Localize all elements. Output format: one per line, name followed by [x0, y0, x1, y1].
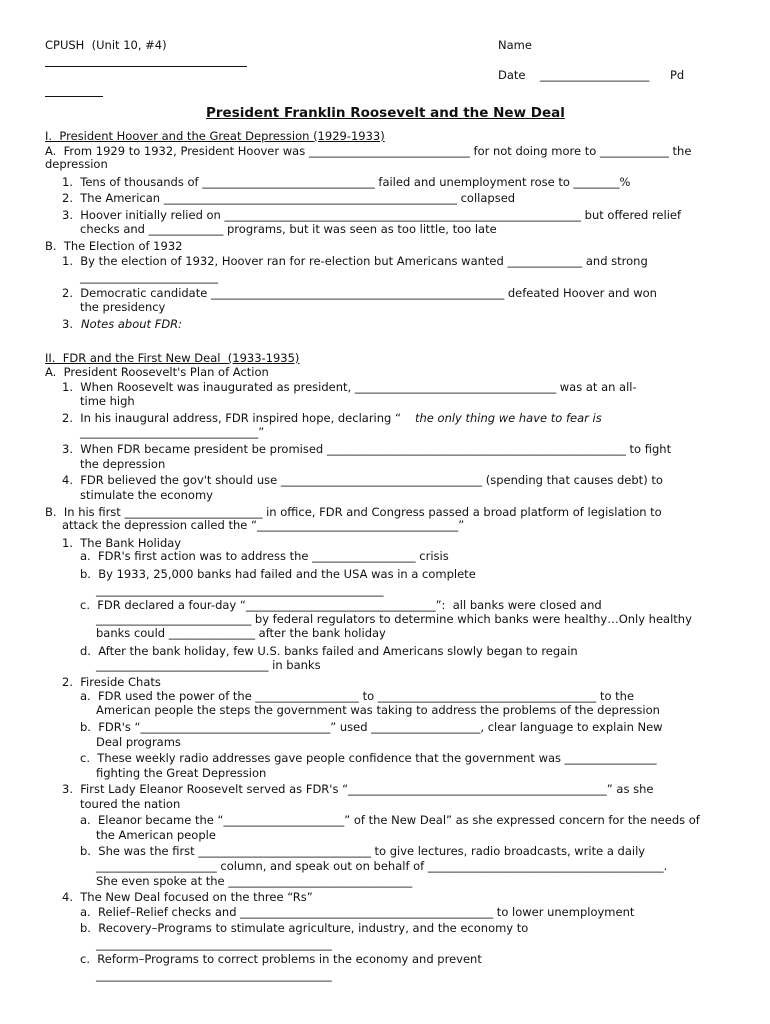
outline-line: toured the nation — [80, 797, 181, 811]
outline-line: the presidency — [80, 300, 166, 314]
outline-line-italic: Notes about FDR: — [81, 317, 183, 331]
outline-line: 2. The American ___________________________________________________ collapsed — [62, 191, 516, 205]
outline-line: banks could _______________ after the bank holiday — [96, 626, 386, 640]
outline-line: b. She was the first ______________________________ to give lectures, radio broadcasts, write a daily — [80, 844, 646, 858]
outline-line: B. In his first ________________________ in office, FDR and Congress passed a broad platform of legislation to — [45, 505, 662, 519]
course-label: CPUSH (Unit 10, #4) — [45, 38, 167, 52]
course-blank-line — [45, 66, 247, 67]
outline-line-italic: the only thing we have to fear is — [415, 411, 602, 425]
outline-line: c. FDR declared a four-day “_________________________________”: all banks were closed and — [80, 598, 602, 612]
outline-line: ______________________________ in banks — [96, 658, 321, 672]
outline-line: She even spoke at the ________________________________ — [96, 874, 413, 888]
outline-line: 2. In his inaugural address, FDR inspired hope, declaring “ — [62, 411, 401, 425]
outline-line: ________________________ — [80, 270, 218, 284]
outline-line: a. FDR used the power of the __________________ to ______________________________________ to the — [80, 689, 635, 703]
outline-line: 1. Tens of thousands of ______________________________ failed and unemployment rose to ________% — [62, 175, 631, 189]
outline-line: the American people — [96, 828, 216, 842]
outline-line: __________________________________________________ — [96, 583, 384, 597]
period-label: Pd — [670, 68, 685, 82]
outline-line: stimulate the economy — [80, 488, 213, 502]
outline-line: American people the steps the government was taking to address the problems of the depression — [96, 703, 660, 717]
section-heading: I. President Hoover and the Great Depression (1929-1933) — [45, 129, 385, 143]
outline-line: 3. Hoover initially relied on ______________________________________________________________ but offered relief — [62, 208, 682, 222]
outline-line: 1. When Roosevelt was inaugurated as president, ___________________________________ was at an all- — [62, 380, 637, 394]
outline-line-number: 3. — [62, 317, 73, 331]
outline-line: depression — [45, 157, 108, 171]
outline-line: a. Eleanor became the “_____________________” of the New Deal” as she expressed concern for the needs of — [80, 813, 700, 827]
outline-line: 2. Democratic candidate ___________________________________________________ defeated Hoover and won — [62, 286, 657, 300]
outline-line: _________________________________________ — [96, 968, 332, 982]
outline-line: fighting the Great Depression — [96, 766, 267, 780]
page-title: President Franklin Roosevelt and the New Deal — [206, 105, 565, 121]
outline-line: c. Reform–Programs to correct problems in the economy and prevent — [80, 952, 482, 966]
section-heading: II. FDR and the First New Deal (1933-1935) — [45, 351, 300, 365]
outline-line: 3. When FDR became president be promised ____________________________________________________ to fight — [62, 442, 672, 456]
outline-line: b. FDR's “_________________________________” used ___________________, clear language to explain New — [80, 720, 663, 734]
name-label: Name — [498, 38, 532, 52]
outline-line: B. The Election of 1932 — [45, 239, 183, 253]
outline-line: A. From 1929 to 1932, President Hoover was ____________________________ for not doing more to ____________ the — [45, 144, 692, 158]
outline-line: A. President Roosevelt's Plan of Action — [45, 365, 269, 379]
outline-line: 1. By the election of 1932, Hoover ran for re-election but Americans wanted _____________ and strong — [62, 254, 648, 268]
outline-line: 1. The Bank Holiday — [62, 536, 182, 550]
outline-line: a. Relief–Relief checks and ____________________________________________ to lower unemployment — [80, 905, 635, 919]
outline-line: Deal programs — [96, 735, 181, 749]
outline-line: 4. The New Deal focused on the three “Rs” — [62, 890, 313, 904]
date-label: Date — [498, 68, 526, 82]
outline-line: _________________________________________ — [96, 937, 332, 951]
outline-line: ___________________________ by federal regulators to determine which banks were healthy…Only healthy — [96, 612, 692, 626]
outline-line: a. FDR's first action was to address the __________________ crisis — [80, 549, 449, 563]
outline-line: 2. Fireside Chats — [62, 675, 161, 689]
course-blank-line-2 — [45, 96, 103, 97]
outline-line: c. These weekly radio addresses gave people confidence that the government was ________________ — [80, 751, 657, 765]
outline-line: attack the depression called the “___________________________________” — [62, 518, 465, 532]
outline-line: time high — [80, 394, 135, 408]
outline-line: b. Recovery–Programs to stimulate agriculture, industry, and the economy to — [80, 921, 529, 935]
outline-line: the depression — [80, 457, 166, 471]
outline-line: checks and _____________ programs, but it was seen as too little, too late — [80, 222, 497, 236]
outline-line: _____________________ column, and speak out on behalf of _________________________________________. — [96, 859, 668, 873]
outline-line: _______________________________” — [80, 425, 265, 439]
outline-line: b. By 1933, 25,000 banks had failed and the USA was in a complete — [80, 567, 476, 581]
outline-line: 3. First Lady Eleanor Roosevelt served as FDR's “_____________________________________________” as she — [62, 782, 654, 796]
outline-line: 4. FDR believed the gov't should use ___________________________________ (spending that causes debt) to — [62, 473, 663, 487]
date-blank: ___________________ — [540, 68, 650, 82]
outline-line: d. After the bank holiday, few U.S. banks failed and Americans slowly began to regain — [80, 644, 578, 658]
